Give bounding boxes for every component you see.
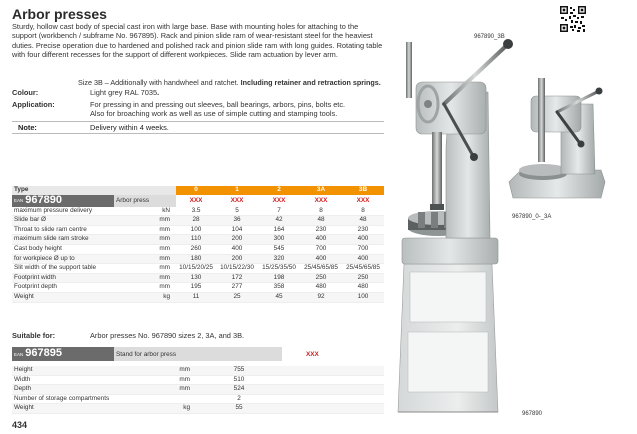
row-unit: mm — [114, 385, 196, 395]
row-label: Cast body height — [12, 244, 114, 254]
arbor-press-spec-table — [12, 186, 384, 303]
page-number: 434 — [12, 420, 28, 430]
row-value: 480 — [342, 283, 384, 293]
row-value: 92 — [300, 292, 342, 302]
row-label: Height — [12, 366, 114, 375]
row-value: 480 — [300, 283, 342, 293]
ean-badge: EAN — [14, 351, 24, 357]
row-spacer — [282, 404, 384, 414]
row-value: 700 — [300, 244, 342, 254]
row-value: 11 — [176, 292, 216, 302]
row-unit: mm — [114, 273, 176, 283]
row-value: 260 — [176, 244, 216, 254]
colour-label: Colour: — [12, 88, 39, 97]
size-header: 1 — [216, 186, 258, 195]
row-value: 755 — [196, 366, 282, 375]
product-code: 967890 — [25, 194, 62, 206]
table-row — [12, 385, 384, 395]
row-label: Weight — [12, 404, 114, 414]
stand-price: XXX — [282, 347, 384, 361]
table-row — [12, 225, 384, 235]
price-cell: XXX — [342, 195, 384, 207]
size-header: 0 — [176, 186, 216, 195]
row-value: 277 — [216, 283, 258, 293]
suitable-label: Suitable for: — [12, 331, 56, 340]
stand-product-row — [12, 347, 384, 361]
description-text: Sturdy, hollow cast body of special cast iron with large base. Base with mounting holes for attaching to the support (workbench / subframe No. 967895). Rack and pinion slide ram of wear-resistant steel for the heaviest duties. Precise operation due to hardened and polished rack and pinion slide ram with long guides. Rotating table with four different recesses for the support of different workpieces. Slide ram actuation by lever arm. — [12, 22, 383, 60]
row-value: 25/45/65/85 — [300, 264, 342, 274]
table-row — [12, 235, 384, 245]
row-spacer — [282, 385, 384, 395]
size-header: 3B — [342, 186, 384, 195]
row-value: 195 — [176, 283, 216, 293]
row-value: 400 — [342, 235, 384, 245]
row-value: 45 — [258, 292, 300, 302]
row-unit: mm — [114, 375, 196, 385]
row-unit: mm — [114, 244, 176, 254]
row-value: 8 — [342, 207, 384, 216]
row-value: 164 — [258, 225, 300, 235]
row-label: Depth — [12, 385, 114, 395]
table-row — [12, 283, 384, 293]
row-label: Slide bar Ø — [12, 216, 114, 226]
row-unit: mm — [114, 283, 176, 293]
row-value: 400 — [300, 235, 342, 245]
note-row — [12, 121, 384, 134]
arbor-press-with-stand-image — [388, 32, 518, 428]
row-value: 110 — [176, 235, 216, 245]
row-value: 510 — [196, 375, 282, 385]
stand-code-bar — [12, 347, 114, 361]
stand-product-code: 967895 — [25, 347, 62, 359]
row-value: 28 — [176, 216, 216, 226]
row-value: 5 — [216, 207, 258, 216]
row-value: 230 — [300, 225, 342, 235]
row-value: 100 — [176, 225, 216, 235]
application-label: Application: — [12, 100, 55, 109]
row-value: 545 — [258, 244, 300, 254]
row-unit — [114, 394, 196, 404]
caption-bottom: 967890 — [522, 411, 543, 417]
row-value: 300 — [258, 235, 300, 245]
ean-badge: EAN — [14, 198, 24, 204]
row-value: 200 — [216, 235, 258, 245]
row-value: 358 — [258, 283, 300, 293]
row-value: 10/15/22/30 — [216, 264, 258, 274]
row-label: Weight — [12, 292, 114, 302]
row-value: 25/45/65/85 — [342, 264, 384, 274]
table-row — [12, 394, 384, 404]
row-unit: mm — [114, 254, 176, 264]
row-spacer — [282, 375, 384, 385]
row-spacer — [282, 366, 384, 375]
product-name: Arbor press — [114, 195, 176, 207]
row-value: 198 — [258, 273, 300, 283]
row-value: 3.5 — [176, 207, 216, 216]
row-unit: mm — [114, 366, 196, 375]
row-unit: mm — [114, 264, 176, 274]
suitable-value: Arbor presses No. 967890 sizes 2, 3A, and 3B. — [90, 331, 245, 340]
size-header: 3A — [300, 186, 342, 195]
row-value: 7 — [258, 207, 300, 216]
row-value: 36 — [216, 216, 258, 226]
table-header-row — [12, 186, 384, 195]
row-value: 172 — [216, 273, 258, 283]
row-value: 180 — [176, 254, 216, 264]
table-row — [12, 216, 384, 226]
price-cell: XXX — [300, 195, 342, 207]
row-label: Footprint depth — [12, 283, 114, 293]
size-3b-note: Size 3B – Additionally with handwheel and ratchet. Including retainer and retraction springs. — [78, 78, 381, 87]
price-cell: XXX — [258, 195, 300, 207]
note-label: Note: — [18, 123, 37, 132]
row-value: 10/15/20/25 — [176, 264, 216, 274]
row-label: maximum pressure delivery — [12, 207, 114, 216]
row-label: Slit width of the support table — [12, 264, 114, 274]
product-description — [12, 22, 384, 60]
row-unit: mm — [114, 235, 176, 245]
colour-value: Light grey RAL 7035. — [90, 88, 160, 97]
row-unit: kg — [114, 404, 196, 414]
price-cell: XXX — [216, 195, 258, 207]
row-label: Footprint width — [12, 273, 114, 283]
row-label: maximum slide ram stroke — [12, 235, 114, 245]
table-row — [12, 375, 384, 385]
row-unit: mm — [114, 225, 176, 235]
row-label: Throat to slide ram centre — [12, 225, 114, 235]
table-row — [12, 273, 384, 283]
note-value: Delivery within 4 weeks. — [90, 123, 169, 132]
row-value: 48 — [300, 216, 342, 226]
row-unit: kg — [114, 292, 176, 302]
arbor-press-small-image — [505, 70, 607, 210]
row-value: 104 — [216, 225, 258, 235]
table-row — [12, 254, 384, 264]
table-row — [12, 207, 384, 216]
row-label: Number of storage compartments — [12, 394, 114, 404]
row-value: 25 — [216, 292, 258, 302]
row-label: for workpiece Ø up to — [12, 254, 114, 264]
row-value: 200 — [216, 254, 258, 264]
product-code-bar — [12, 195, 114, 207]
table-row — [12, 264, 384, 274]
price-cell: XXX — [176, 195, 216, 207]
application-value: For pressing in and pressing out sleeves, ball bearings, arbors, pins, bolts etc. Also for broaching work as well as use of simple cutting and stamping tools. — [90, 100, 346, 119]
row-value: 400 — [216, 244, 258, 254]
row-value: 524 — [196, 385, 282, 395]
page-title: Arbor presses — [12, 6, 107, 22]
row-value: 700 — [342, 244, 384, 254]
type-label: Type — [12, 186, 176, 195]
table-row — [12, 292, 384, 302]
row-value: 55 — [196, 404, 282, 414]
table-row — [12, 404, 384, 414]
row-value: 130 — [176, 273, 216, 283]
table-row — [12, 244, 384, 254]
caption-small-press: 967890_0-_3A — [512, 214, 552, 220]
row-value: 8 — [300, 207, 342, 216]
product-row — [12, 195, 384, 207]
row-unit: mm — [114, 216, 176, 226]
row-unit: kN — [114, 207, 176, 216]
row-value: 42 — [258, 216, 300, 226]
row-value: 48 — [342, 216, 384, 226]
row-value: 320 — [258, 254, 300, 264]
stand-spec-table — [12, 347, 384, 414]
qr-code-icon — [560, 6, 586, 32]
stand-product-name: Stand for arbor press — [114, 347, 282, 361]
table-row — [12, 366, 384, 375]
row-label: Width — [12, 375, 114, 385]
row-value: 400 — [342, 254, 384, 264]
row-spacer — [282, 394, 384, 404]
row-value: 230 — [342, 225, 384, 235]
row-value: 400 — [300, 254, 342, 264]
row-value: 15/25/35/50 — [258, 264, 300, 274]
row-value: 100 — [342, 292, 384, 302]
row-value: 250 — [300, 273, 342, 283]
size-header: 2 — [258, 186, 300, 195]
caption-main-top: 967890_3B — [474, 34, 505, 40]
row-value: 2 — [196, 394, 282, 404]
row-value: 250 — [342, 273, 384, 283]
